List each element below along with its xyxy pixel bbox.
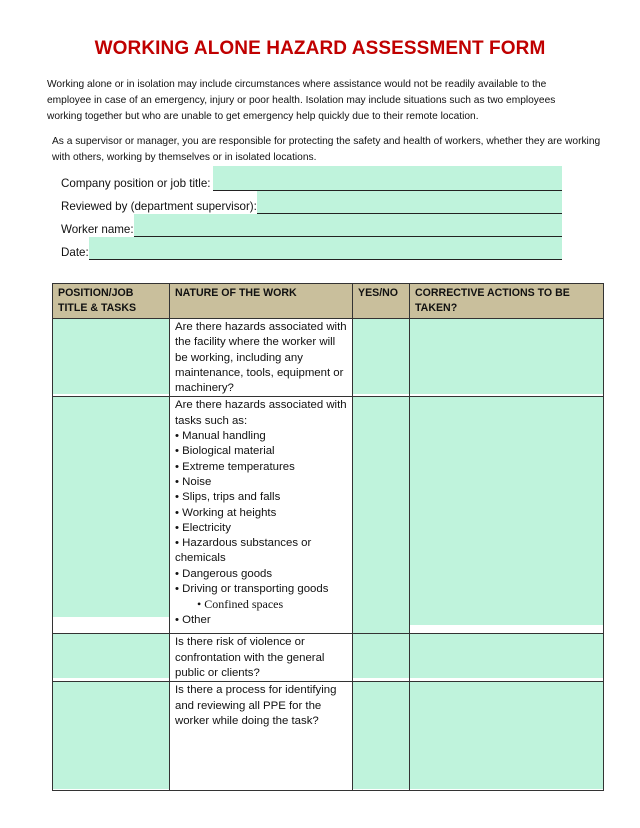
hazard-list (175, 429, 347, 628)
question-cell: Are there hazards associated with the facility where the worker will be working, including any maintenance, tools, equipment or machinery? (170, 319, 353, 397)
hazard-assessment-table (52, 283, 604, 791)
header-position: POSITION/JOB TITLE & TASKS (53, 284, 170, 319)
company-position-label: Company position or job title: (61, 177, 211, 190)
question-text: Are there hazards associated with tasks such as: (175, 399, 347, 427)
table-row (53, 319, 604, 397)
list-item: • Noise (175, 475, 212, 488)
table-row (53, 634, 604, 682)
worker-name-label: Worker name: (61, 223, 134, 236)
list-item: • Electricity (175, 521, 231, 534)
corrective-cell[interactable] (410, 319, 604, 397)
question-cell (170, 397, 353, 634)
position-cell[interactable] (53, 397, 170, 634)
intro-paragraph-2: As a supervisor or manager, you are responsible for protecting the safety and health of workers, whether they are working with others, working by themselves or in isolated locations. (52, 136, 601, 163)
position-cell[interactable] (53, 319, 170, 397)
corrective-field[interactable] (410, 397, 603, 625)
intro-paragraph-1: Working alone or in isolation may include circumstances where assistance would not be readily available to the employee in case of an emergency, injury or poor health. Isolation may include situations such as two employees working together but who are unable to get emergency help quickly due to their remote location. (47, 79, 556, 122)
list-item: • Confined spaces (197, 597, 284, 612)
corrective-field[interactable] (410, 319, 603, 394)
table-row (53, 682, 604, 791)
yesno-cell[interactable] (353, 634, 410, 682)
list-item: • Biological material (175, 445, 275, 458)
question-cell: Is there a process for identifying and reviewing all PPE for the worker while doing the task? (170, 682, 353, 791)
reviewed-by-label: Reviewed by (department supervisor): (61, 200, 257, 213)
yesno-field[interactable] (353, 682, 409, 789)
date-input[interactable] (89, 237, 562, 259)
position-cell[interactable] (53, 634, 170, 682)
position-field[interactable] (53, 682, 169, 789)
list-item: • Driving or transporting goods (175, 583, 329, 596)
yesno-cell[interactable] (353, 397, 410, 634)
yesno-field[interactable] (353, 634, 409, 678)
yesno-cell[interactable] (353, 682, 410, 791)
position-cell[interactable] (53, 682, 170, 791)
header-corrective: CORRECTIVE ACTIONS TO BE TAKEN? (410, 284, 604, 319)
position-field[interactable] (53, 634, 169, 678)
table-header-row (53, 284, 604, 319)
corrective-cell[interactable] (410, 397, 604, 634)
list-item: • Other (175, 613, 211, 626)
list-item: • Manual handling (175, 430, 266, 443)
list-item: • Hazardous substances or chemicals (175, 537, 312, 565)
list-item: • Extreme temperatures (175, 460, 295, 473)
list-item: • Dangerous goods (175, 567, 273, 580)
reviewed-by-input[interactable] (257, 191, 562, 213)
list-item: • Working at heights (175, 506, 277, 519)
yesno-cell[interactable] (353, 319, 410, 397)
list-item: • Slips, trips and falls (175, 491, 281, 504)
corrective-field[interactable] (410, 682, 603, 789)
form-title: WORKING ALONE HAZARD ASSESSMENT FORM (94, 38, 546, 59)
date-underline (89, 259, 562, 260)
position-field[interactable] (53, 319, 169, 394)
corrective-cell[interactable] (410, 682, 604, 791)
question-cell: Is there risk of violence or confrontation with the general public or clients? (170, 634, 353, 682)
header-yesno: YES/NO (353, 284, 410, 319)
yesno-field[interactable] (353, 319, 409, 394)
worker-name-input[interactable] (134, 214, 562, 236)
position-field[interactable] (53, 397, 169, 617)
date-label: Date: (61, 246, 89, 259)
corrective-cell[interactable] (410, 634, 604, 682)
yesno-field[interactable] (353, 397, 409, 633)
header-nature: NATURE OF THE WORK (170, 284, 353, 319)
corrective-field[interactable] (410, 634, 603, 678)
company-position-input[interactable] (213, 166, 562, 190)
table-row (53, 397, 604, 634)
